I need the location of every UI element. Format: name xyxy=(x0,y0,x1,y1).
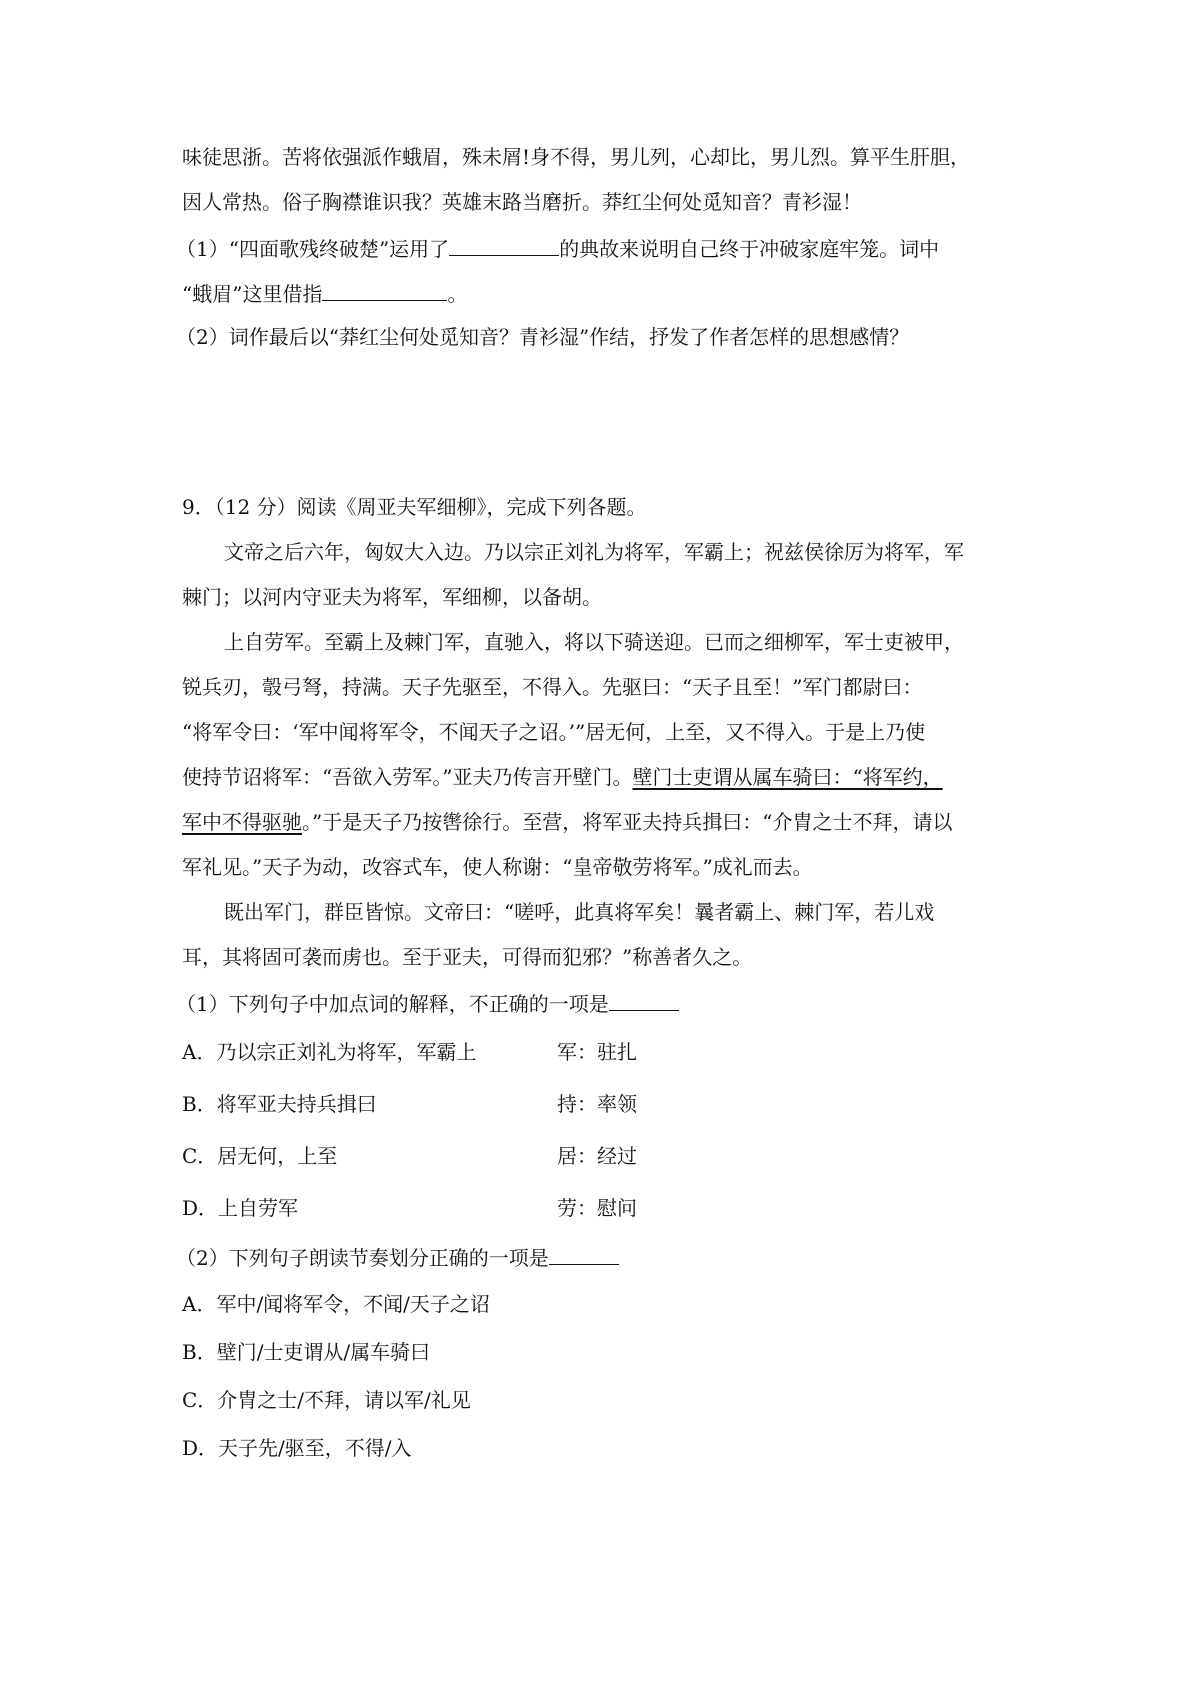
option-a-gloss: 军：驻扎 xyxy=(557,1040,637,1064)
poem-line-2: 因人常热。俗子胸襟谁识我？英雄末路当磨折。莽红尘何处觅知音？青衫湿！ xyxy=(182,190,862,214)
passage-p3-line2: 耳，其将固可袭而虏也。至于亚夫，可得而犯邪？”称善者久之。 xyxy=(182,945,753,969)
q9-heading: 9．（12 分）阅读《周亚夫军细柳》，完成下列各题。 xyxy=(182,495,647,519)
passage-p2-line4 xyxy=(182,765,943,789)
option-b: B．壁门/士吏谓从/属车骑曰 xyxy=(182,1340,431,1364)
answer-blank xyxy=(549,1244,619,1265)
passage-p2-line1: 上自劳军。至霸上及棘门军，直驰入，将以下骑送迎。已而之细柳军，军士吏被甲， xyxy=(224,630,964,654)
q9-sub2-text: （2）下列句子朗读节奏划分正确的一项是 xyxy=(176,1246,549,1270)
option-d: D．天子先/驱至，不得/入 xyxy=(182,1436,412,1460)
passage-p1-line2: 棘门；以河内守亚夫为将军，军细柳，以备胡。 xyxy=(182,585,602,609)
option-a: A．乃以宗正刘礼为将军，军霸上 xyxy=(182,1040,477,1064)
option-b-gloss: 持：率领 xyxy=(557,1092,637,1116)
q8-sub1-text-c: “蛾眉”这里借指 xyxy=(182,282,323,306)
option-c: C．介胄之士/不拜，请以军/礼见 xyxy=(182,1388,471,1412)
answer-blank xyxy=(609,990,679,1011)
poem-line-1: 味徒思浙。苦将依强派作蛾眉，殊未屑!身不得，男儿列，心却比，男儿烈。算平生肝胆， xyxy=(182,145,971,169)
q8-sub1-line2 xyxy=(182,280,467,306)
option-d: D．上自劳军 xyxy=(182,1196,299,1220)
passage-p3-line1: 既出军门，群臣皆惊。文帝曰：“嗟呼，此真将军矣！曩者霸上、棘门军，若儿戏 xyxy=(224,900,935,924)
passage-text: 使持节诏将军：“吾欲入劳军。”亚夫乃传言开壁门。 xyxy=(182,765,633,789)
answer-blank xyxy=(322,280,447,301)
q8-sub1-text-b: 的典故来说明自己终于冲破家庭牢笼。词中 xyxy=(559,237,940,261)
q8-sub1-text-a: （1）“四面歌残终破楚”运用了 xyxy=(176,237,450,261)
underlined-sentence: 军中不得驱驰 xyxy=(182,810,302,834)
q8-sub1-line1 xyxy=(176,235,939,261)
option-b: B．将军亚夫持兵揖曰 xyxy=(182,1092,377,1116)
option-c: C．居无何，上至 xyxy=(182,1144,338,1168)
passage-p2-line3: “将军令曰：‘军中闻将军令，不闻天子之诏。’”居无何，上至，又不得入。于是上乃使 xyxy=(182,720,926,744)
q9-sub1-text: （1）下列句子中加点词的解释，不正确的一项是 xyxy=(176,992,609,1016)
passage-p1-line1: 文帝之后六年，匈奴大入边。乃以宗正刘礼为将军，军霸上；祝兹侯徐厉为将军，军 xyxy=(224,540,964,564)
option-c-gloss: 居：经过 xyxy=(557,1144,637,1168)
passage-p2-line6: 军礼见。”天子为动，改容式车，使人称谢：“皇帝敬劳将军。”成礼而去。 xyxy=(182,855,813,879)
passage-p2-line2: 锐兵刃，彀弓弩，持满。天子先驱至，不得入。先驱曰：“天子且至！”军门都尉曰： xyxy=(182,675,923,699)
answer-blank xyxy=(449,235,559,256)
q9-sub2 xyxy=(176,1244,619,1270)
underlined-sentence: 壁门士吏谓从属车骑曰：“将军约， xyxy=(632,765,943,789)
q9-sub1 xyxy=(176,990,679,1016)
passage-p2-line5 xyxy=(182,810,952,834)
passage-text: 。”于是天子乃按辔徐行。至营，将军亚夫持兵揖曰：“介胄之士不拜，请以 xyxy=(302,810,953,834)
option-d-gloss: 劳：慰问 xyxy=(557,1196,637,1220)
q8-sub2: （2）词作最后以“莽红尘何处觅知音？青衫湿”作结，抒发了作者怎样的思想感情？ xyxy=(176,325,910,349)
option-a: A．军中/闻将军令，不闻/天子之诏 xyxy=(182,1292,490,1316)
q8-sub1-text-d: 。 xyxy=(447,282,468,306)
